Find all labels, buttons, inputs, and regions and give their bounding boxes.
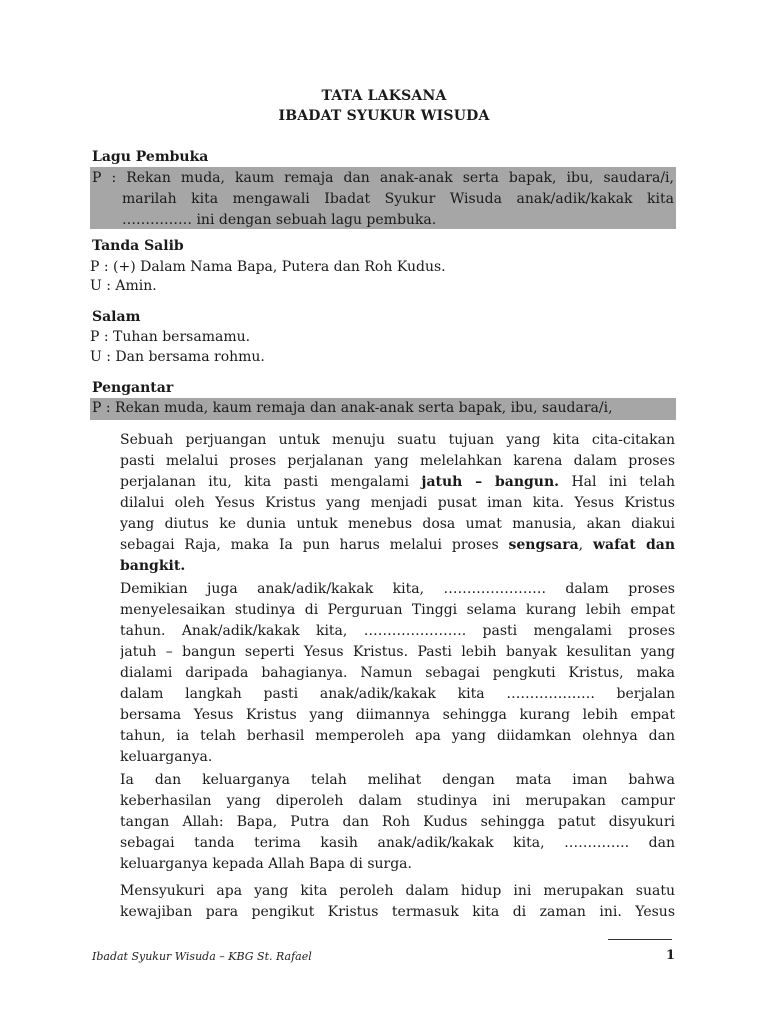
footer-text: Ibadat Syukur Wisuda – KBG St. Rafael [92, 950, 312, 963]
paragraph-line: dalam langkah pasti anak/adik/kakak kita ………………. berjalan [120, 686, 675, 702]
document-title-line2: IBADAT SYUKUR WISUDA [278, 108, 490, 124]
paragraph-line: tangan Allah: Bapa, Putra dan Roh Kudus sehingga patut disyukuri [120, 814, 675, 830]
paragraph-line: dilalui oleh Yesus Kristus yang menjadi pusat iman kita. Yesus Kristus [120, 495, 675, 511]
emphasis-sengsara: sengsara [508, 537, 579, 553]
heading-pengantar: Pengantar [92, 380, 174, 396]
paragraph-line: sebagai tanda terima kasih anak/adik/kakak kita, ………….. dan [120, 835, 675, 851]
emphasis-bangkit: bangkit. [120, 558, 186, 574]
lagu-pembuka-line: …………… ini dengan sebuah lagu pembuka. [122, 212, 437, 228]
paragraph-line: jatuh – bangun seperti Yesus Kristus. Pasti lebih banyak kesulitan yang [120, 644, 675, 660]
lagu-pembuka-line: marilah kita mengawali Ibadat Syukur Wisuda anak/adik/kakak kita [122, 191, 674, 207]
paragraph-line [120, 556, 675, 577]
tanda-salib-p-line: P : (+) Dalam Nama Bapa, Putera dan Roh Kudus. [90, 259, 446, 275]
paragraph-line: keberhasilan yang diperoleh dalam studinya ini merupakan campur [120, 793, 675, 809]
paragraph-line: perjalanan itu, kita pasti mengalami jatuh – bangun. Hal ini telah [120, 474, 675, 490]
paragraph-line: tahun. Anak/adik/kakak kita, …………………. pasti mengalami proses [120, 623, 675, 639]
pengantar-paragraph-1 [120, 430, 675, 577]
document-title-line1: TATA LAKSANA [321, 88, 447, 104]
paragraph-line: Mensyukuri apa yang kita peroleh dalam hidup ini merupakan suatu [120, 883, 675, 899]
tanda-salib-u-line: U : Amin. [90, 278, 157, 294]
pengantar-p-line: P : Rekan muda, kaum remaja dan anak-anak serta bapak, ibu, saudara/i, [92, 400, 613, 416]
pengantar-paragraph-2 [120, 579, 675, 768]
paragraph-line: menyelesaikan studinya di Perguruan Tinggi selama kurang lebih empat [120, 602, 675, 618]
paragraph-line: Ia dan keluarganya telah melihat dengan mata iman bahwa [120, 772, 675, 788]
pengantar-paragraph-3 [120, 770, 675, 875]
footer-rule [608, 939, 672, 940]
paragraph-line: pasti melalui proses perjalanan yang melelahkan karena dalam proses [120, 453, 675, 469]
salam-p-line: P : Tuhan bersamamu. [90, 329, 251, 345]
paragraph-line: dialami daripada bahagianya. Namun sebagai pengkuti Kristus, maka [120, 665, 675, 681]
emphasis-jatuh-bangun: jatuh – bangun. [421, 474, 560, 490]
emphasis-wafat-dan: wafat dan [593, 537, 675, 553]
paragraph-line: Sebuah perjuangan untuk menuju suatu tujuan yang kita cita-citakan [120, 432, 675, 448]
paragraph-line: keluarganya. [120, 749, 213, 765]
paragraph-line: sebagai Raja, maka Ia pun harus melalui proses sengsara, wafat dan [120, 537, 675, 553]
lagu-pembuka-line: P : Rekan muda, kaum remaja dan anak-anak serta bapak, ibu, saudara/i, [92, 170, 674, 186]
paragraph-line: tahun, ia telah berhasil memperoleh apa yang diidamkan olehnya dan [120, 728, 675, 744]
paragraph-line: kewajiban para pengikut Kristus termasuk kita di zaman ini. Yesus [120, 904, 675, 920]
page-number: 1 [666, 948, 676, 963]
paragraph-line: bersama Yesus Kristus yang diimannya sehingga kurang lebih empat [120, 707, 675, 723]
paragraph-line: Demikian juga anak/adik/kakak kita, …………………. dalam proses [120, 581, 675, 597]
heading-salam: Salam [92, 309, 141, 325]
heading-lagu-pembuka: Lagu Pembuka [92, 149, 209, 165]
heading-tanda-salib: Tanda Salib [92, 238, 184, 254]
paragraph-line: yang diutus ke dunia untuk menebus dosa umat manusia, akan diakui [120, 516, 675, 532]
paragraph-line: keluarganya kepada Allah Bapa di surga. [120, 856, 412, 872]
pengantar-paragraph-4 [120, 881, 675, 923]
salam-u-line: U : Dan bersama rohmu. [90, 349, 265, 365]
lagu-pembuka-text [92, 168, 674, 231]
